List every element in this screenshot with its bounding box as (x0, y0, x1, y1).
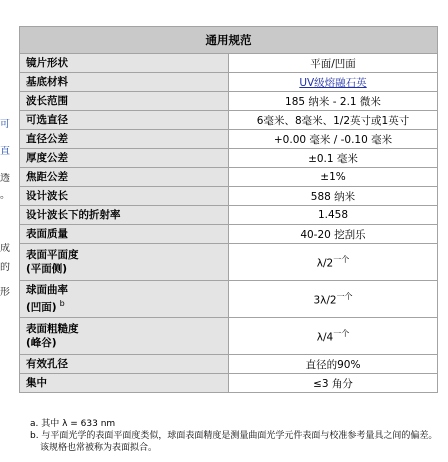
footnotes (30, 418, 440, 454)
substrate-material-link[interactable]: UV级熔融石英 (299, 76, 367, 89)
row-value: 40-20 挖刮乐 (229, 225, 438, 244)
edge-text-fragment: 可 (0, 119, 10, 130)
table-row (20, 281, 438, 318)
table-row (20, 168, 438, 187)
table-row (20, 92, 438, 111)
row-value (229, 281, 438, 318)
footnote-a: a. 其中 λ = 633 nm (30, 419, 116, 429)
table-row (20, 73, 438, 92)
row-label: 有效孔径 (20, 355, 229, 374)
row-label: 集中 (20, 374, 229, 393)
row-value: 185 纳米 - 2.1 微米 (229, 92, 438, 111)
table-row (20, 111, 438, 130)
row-label: 设计波长 (20, 187, 229, 206)
row-value (229, 73, 438, 92)
table-header: 通用规范 (20, 27, 438, 54)
table-row (20, 187, 438, 206)
edge-text-fragment: 。 (0, 190, 10, 201)
row-label-line: (峰谷) (26, 337, 57, 349)
table-row (20, 130, 438, 149)
row-label: 基底材料 (20, 73, 229, 92)
row-value: ±1% (229, 168, 438, 187)
edge-text-fragment: 直 (0, 146, 10, 157)
row-label: 镜片形状 (20, 54, 229, 73)
row-label: 波长范围 (20, 92, 229, 111)
row-value: 6毫米、8毫米、1/2英寸或1英寸 (229, 111, 438, 130)
row-value: 平面/凹面 (229, 54, 438, 73)
edge-text-fragment: 透 (0, 173, 10, 184)
row-label (20, 244, 229, 281)
footnote-marker: 一个 (336, 292, 353, 302)
row-label: 表面质量 (20, 225, 229, 244)
row-label: 可选直径 (20, 111, 229, 130)
row-value-text: λ/2 (316, 257, 334, 270)
row-value-text: λ/4 (316, 331, 334, 344)
footnote-marker: b (59, 299, 65, 309)
row-label (20, 281, 229, 318)
specifications-table (19, 26, 438, 393)
row-value: ≤3 角分 (229, 374, 438, 393)
row-value (229, 318, 438, 355)
table-row (20, 318, 438, 355)
row-value: ±0.1 毫米 (229, 149, 438, 168)
row-label: 厚度公差 (20, 149, 229, 168)
table-row (20, 149, 438, 168)
row-label: 直径公差 (20, 130, 229, 149)
table-row (20, 225, 438, 244)
row-label: 设计波长下的折射率 (20, 206, 229, 225)
table-row (20, 54, 438, 73)
edge-text-fragment: 成 (0, 243, 10, 254)
row-label-line: 球面曲率 (26, 284, 68, 297)
row-value (229, 244, 438, 281)
row-label-line: 表面平面度 (26, 249, 79, 261)
row-value-text: 3λ/2 (313, 294, 337, 307)
row-label-line: (凹面) (26, 301, 57, 314)
row-value: +0.00 毫米 / -0.10 毫米 (229, 130, 438, 149)
row-value: 1.458 (229, 206, 438, 225)
row-label (20, 318, 229, 355)
table-row (20, 206, 438, 225)
footnote-b: b. 与平面光学的表面平面度类似，球面表面精度是测量曲面光学元件表面与校准参考量具之间的偏差。该规格也常被称为表面拟合。 (30, 431, 438, 453)
row-label-line: (平面侧) (26, 263, 68, 275)
row-label-line: 表面粗糙度 (26, 323, 79, 335)
table-row (20, 355, 438, 374)
footnote-marker: 一个 (333, 329, 350, 339)
edge-text-fragment: 形 (0, 287, 10, 298)
row-value: 588 纳米 (229, 187, 438, 206)
edge-text-fragment: 的 (0, 262, 10, 273)
row-label: 焦距公差 (20, 168, 229, 187)
footnote-marker: 一个 (333, 255, 350, 265)
table-row (20, 244, 438, 281)
table-row (20, 374, 438, 393)
row-value: 直径的90% (229, 355, 438, 374)
